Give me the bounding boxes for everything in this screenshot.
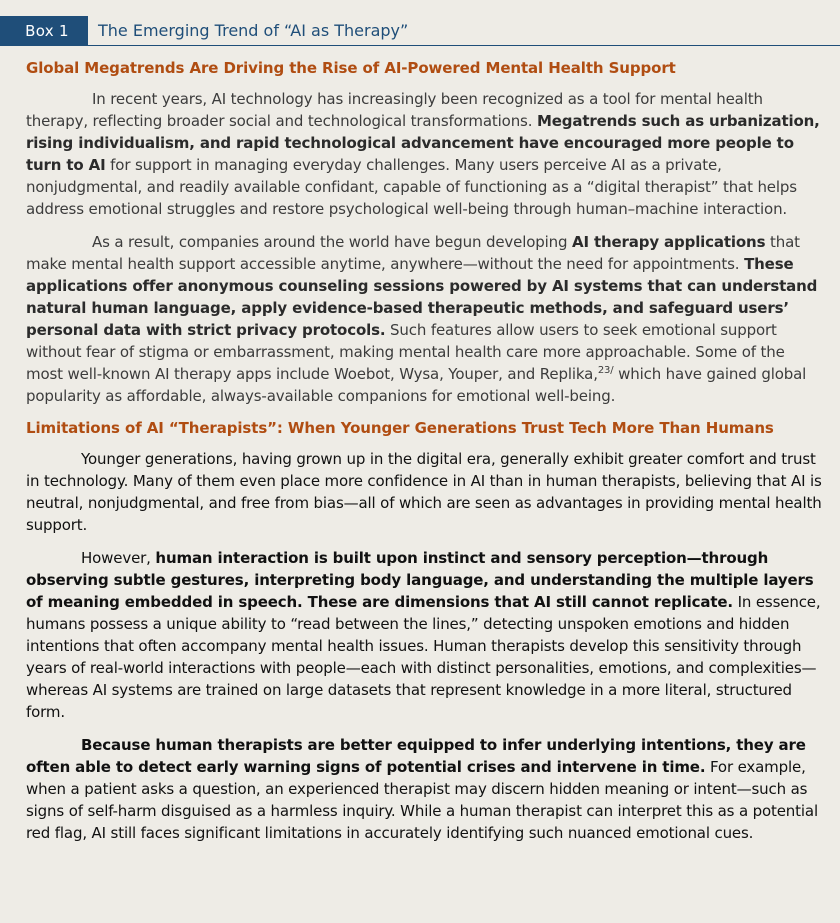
paragraph-younger-generations	[26, 448, 822, 536]
paragraph-megatrends-intro	[26, 88, 822, 220]
text-run: However,	[81, 549, 156, 567]
bold-run: human interaction is built upon instinct and sensory perception—through observing subtle gestures, interpreting body language, and understanding the multiple layers of meaning embedded in speech. These are dimensions that AI still cannot replicate.	[26, 549, 814, 611]
box-title: The Emerging Trend of “AI as Therapy”	[98, 21, 409, 40]
bold-run: These applications offer anonymous counseling sessions powered by AI systems that can understand natural human language, apply evidence-based therapeutic methods, and safeguard users’ personal data with strict privacy protocols.	[26, 255, 818, 339]
paragraph-human-interaction	[26, 547, 822, 723]
text-run: which have gained global popularity as affordable, always-available companions for emotional well-being.	[26, 365, 807, 405]
text-run: In essence, humans possess a unique ability to “read between the lines,” detecting unspoken emotions and hidden intentions that often accompany mental health issues. Human therapists develop this sensitivity through years of real-world interactions with people—each with distinct personalities, emotions, and complexities—whereas AI systems are trained on large datasets that represent knowledge in a more literal, structured form.	[26, 593, 821, 721]
footnote-ref: 23/	[597, 365, 614, 376]
text-run: Younger generations, having grown up in the digital era, generally exhibit greater comfort and trust in technology. Many of them even place more confidence in AI than in human therapists, believing that AI is neutral, nonjudgmental, and free from bias—all of which are seen as advantages in providing mental health support.	[26, 450, 822, 534]
box-content	[26, 58, 822, 855]
paragraph-early-warning-signs	[26, 734, 822, 844]
bold-run: AI therapy applications	[572, 233, 766, 251]
bold-run: Megatrends such as urbanization, rising individualism, and rapid technological advancement have encouraged more people to turn to AI	[26, 112, 820, 174]
text-run: As a result, companies around the world have begun developing	[92, 233, 572, 251]
text-run: for support in managing everyday challenges. Many users perceive AI as a private, nonjudgmental, and readily available confidant, capable of functioning as a “digital therapist” that helps address emotional struggles and restore psychological well-being through human–machine interaction.	[26, 156, 797, 218]
text-run: Such features allow users to seek emotional support without fear of stigma or embarrassment, making mental health care more approachable. Some of the most well-known AI therapy apps include Woebot, Wysa, Youper, and Replika,	[26, 321, 785, 383]
box-header	[0, 16, 840, 46]
text-run: that make mental health support accessible anytime, anywhere—without the need for appointments.	[26, 233, 800, 273]
section-heading-limitations: Limitations of AI “Therapists”: When Younger Generations Trust Tech More Than Humans	[26, 419, 774, 437]
bold-run: Because human therapists are better equipped to infer underlying intentions, they are often able to detect early warning signs of potential crises and intervene in time.	[26, 736, 806, 776]
text-run: For example, when a patient asks a question, an experienced therapist may discern hidden meaning or intent—such as signs of self-harm disguised as a harmless inquiry. While a human therapist can interpret this as a potential red flag, AI still faces significant limitations in accurately identifying such nuanced emotional cues.	[26, 758, 818, 842]
section-heading-megatrends: Global Megatrends Are Driving the Rise of AI-Powered Mental Health Support	[26, 59, 676, 77]
paragraph-ai-therapy-apps	[26, 231, 822, 407]
text-run: In recent years, AI technology has increasingly been recognized as a tool for mental health therapy, reflecting broader social and technological transformations.	[26, 90, 763, 130]
box-label: Box 1	[0, 16, 88, 45]
